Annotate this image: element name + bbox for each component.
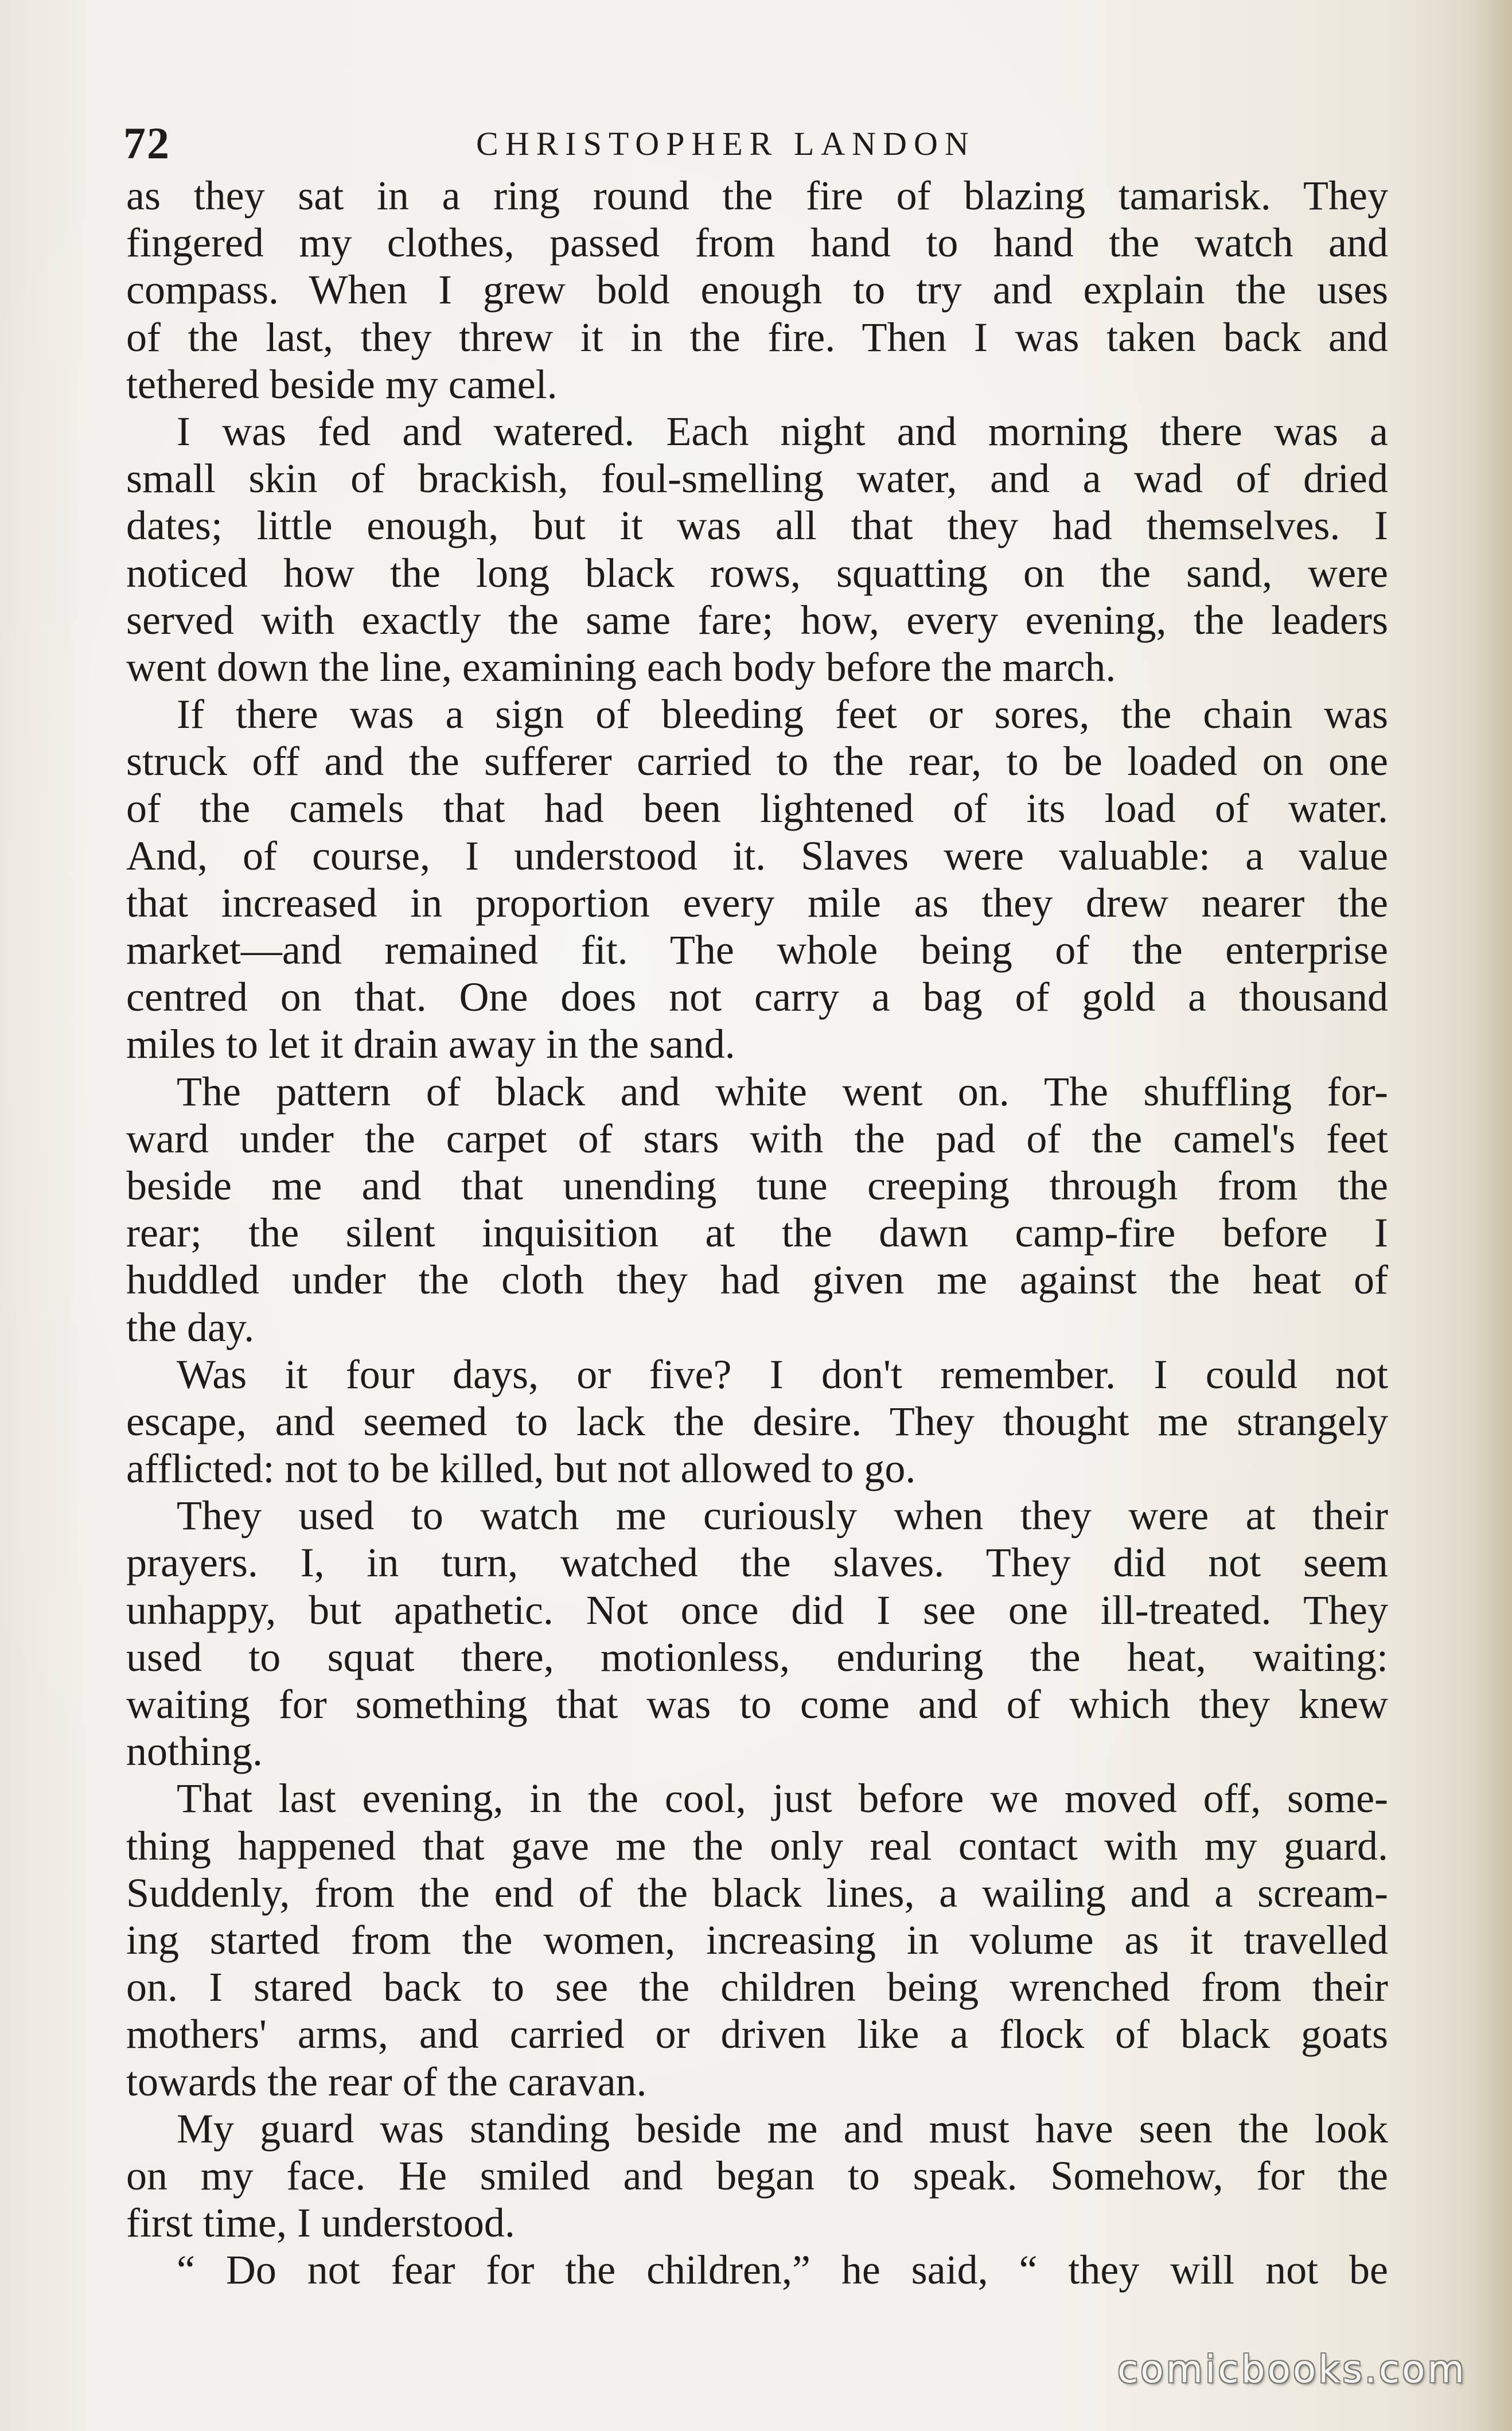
text-line: escape, and seemed to lack the desire. They thought me strangely [126,1398,1388,1444]
page-number: 72 [123,118,170,168]
text-line: The pattern of black and white went on. The shuffling for- [177,1068,1388,1115]
text-line: ing started from the women, increasing in volume as it travelled [126,1916,1388,1963]
text-line: of the camels that had been lightened of its load of water. [126,785,1388,832]
text-line: market—and remained fit. The whole being of the enterprise [126,927,1388,973]
text-line: waiting for something that was to come and of which they knew [126,1681,1388,1727]
text-line: They used to watch me curiously when they were at their [177,1493,1388,1539]
text-line: “ Do not fear for the children,” he said, “ they will not be [177,2247,1388,2293]
text-line: struck off and the sufferer carried to the rear, to be loaded on one [126,738,1388,785]
text-line: beside me and that unending tune creeping through from the [126,1162,1388,1209]
running-head: CHRISTOPHER LANDON [476,125,976,162]
text-line: on my face. He smiled and began to speak. Somehow, for the [126,2152,1388,2199]
text-line: centred on that. One does not carry a bag of gold a thousand [126,974,1388,1020]
text-line: of the last, they threw it in the fire. Then I was taken back and [126,314,1388,360]
text-line: noticed how the long black rows, squatting on the sand, were [126,550,1388,596]
text-line: mothers' arms, and carried or driven like a flock of black goats [126,2011,1388,2058]
page-edge-shadow [1472,0,1512,2431]
text-line: small skin of brackish, foul-smelling water, and a wad of dried [126,455,1388,502]
text-line: huddled under the cloth they had given me against the heat of [126,1257,1388,1303]
text-line: prayers. I, in turn, watched the slaves. They did not seem [126,1540,1388,1586]
text-line: My guard was standing beside me and must have seen the look [177,2105,1388,2152]
text-line: nothing. [126,1728,263,1775]
watermark: comicbooks.com [1117,2347,1467,2391]
text-line: served with exactly the same fare; how, every evening, the leaders [126,597,1388,643]
text-line: Suddenly, from the end of the black lines, a wailing and a scream- [126,1869,1388,1916]
text-line: I was fed and watered. Each night and morning there was a [177,408,1388,454]
body-text [126,172,1388,2293]
text-line: compass. When I grew bold enough to try and explain the uses [126,267,1388,313]
text-line: Was it four days, or five? I don't remember. I could not [177,1351,1388,1397]
text-line: fingered my clothes, passed from hand to hand the watch and [126,220,1388,266]
page-header [123,118,1385,181]
text-line: the day. [126,1304,255,1350]
text-line: And, of course, I understood it. Slaves were valuable: a value [126,832,1388,879]
text-line: on. I stared back to see the children being wrenched from their [126,1964,1388,2011]
text-line: used to squat there, motionless, enduring the heat, waiting: [126,1634,1388,1680]
text-line: miles to let it drain away in the sand. [126,1021,735,1068]
text-line: as they sat in a ring round the fire of blazing tamarisk. They [126,173,1388,219]
text-line: If there was a sign of bleeding feet or sores, the chain was [177,691,1388,738]
text-line: first time, I understood. [126,2200,515,2246]
text-line: unhappy, but apathetic. Not once did I see one ill-treated. They [126,1587,1388,1633]
text-line: that increased in proportion every mile as they drew nearer the [126,879,1388,926]
text-line: tethered beside my camel. [126,361,558,407]
text-line: rear; the silent inquisition at the dawn camp-fire before I [126,1210,1388,1256]
text-line: afflicted: not to be killed, but not allowed to go. [126,1446,916,1492]
text-line: ward under the carpet of stars with the pad of the camel's feet [126,1115,1388,1162]
text-line: went down the line, examining each body before the march. [126,644,1116,690]
text-line: towards the rear of the caravan. [126,2058,647,2105]
text-line: thing happened that gave me the only real contact with my guard. [126,1822,1388,1869]
text-line: That last evening, in the cool, just before we moved off, some- [177,1775,1388,1822]
text-line: dates; little enough, but it was all that they had themselves. I [126,502,1388,549]
